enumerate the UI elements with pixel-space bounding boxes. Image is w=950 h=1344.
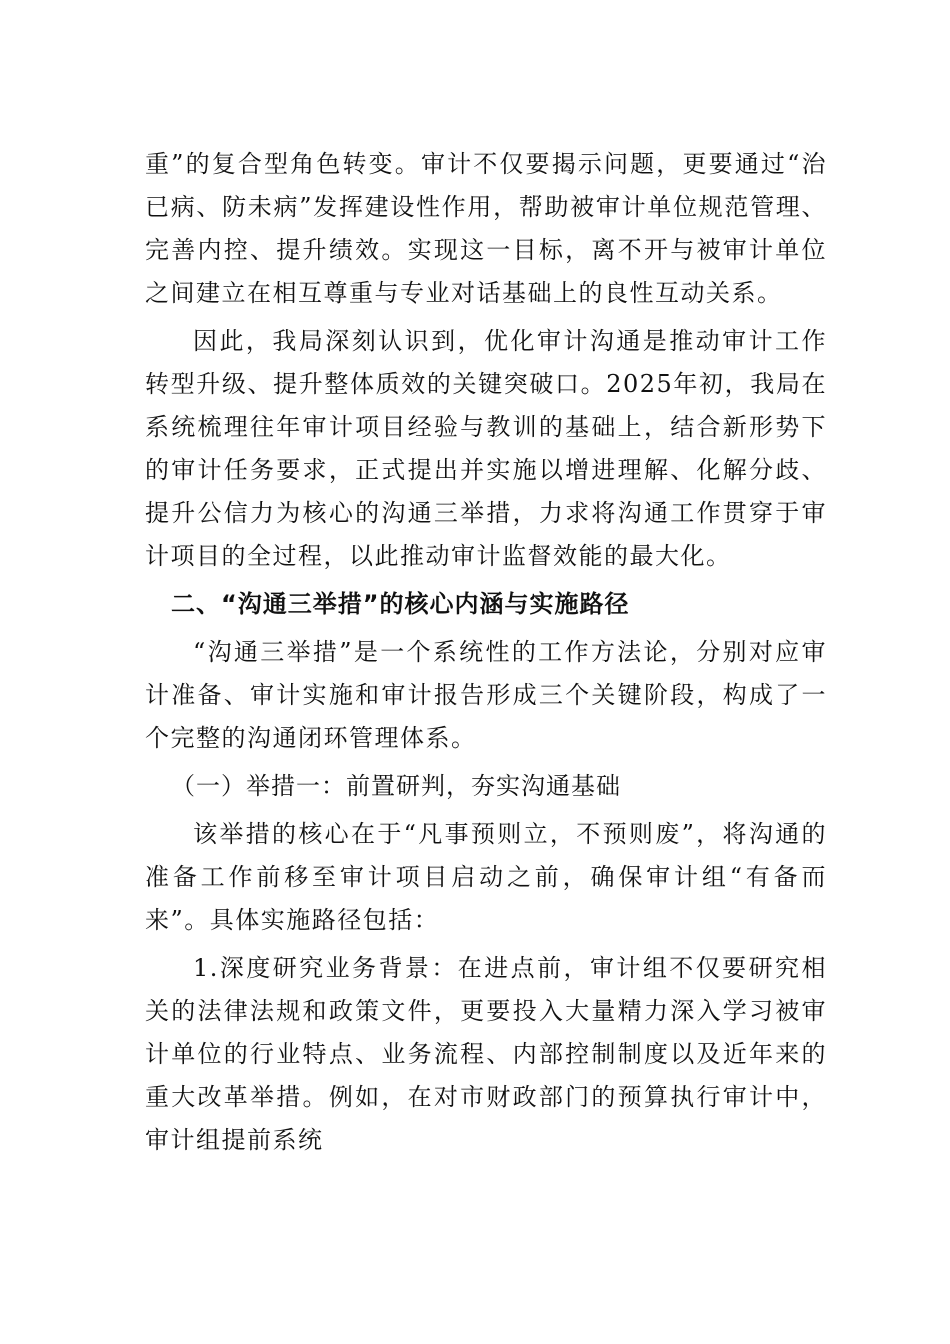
subsection-heading-1: （一）举措一：前置研判，夯实沟通基础 [171,772,621,800]
paragraph-4: 该举措的核心在于“凡事预则立，不预则废”，将沟通的准备工作前移至审计项目启动之前，确保审计组“有备而来”。具体实施路径包括： [145,820,827,934]
document-body [145,143,827,1162]
section-heading-2: 二、“沟通三举措”的核心内涵与实施路径 [171,590,630,618]
paragraph-1: 重”的复合型角色转变。审计不仅要揭示问题，更要通过“治已病、防未病”发挥建设性作用，帮助被审计单位规范管理、完善内控、提升绩效。实现这一目标，离不开与被审计单位之间建立在相互尊重与专业对话基础上的良性互动关系。 [145,150,827,307]
paragraph-2: 因此，我局深刻认识到，优化审计沟通是推动审计工作转型升级、提升整体质效的关键突破口。2025年初，我局在系统梳理往年审计项目经验与教训的基础上，结合新形势下的审计任务要求，正式提出并实施以增进理解、化解分歧、提升公信力为核心的沟通三举措，力求将沟通工作贯穿于审计项目的全过程，以此推动审计监督效能的最大化。 [145,327,827,570]
paragraph-3: “沟通三举措”是一个系统性的工作方法论，分别对应审计准备、审计实施和审计报告形成三个关键阶段，构成了一个完整的沟通闭环管理体系。 [145,638,827,752]
paragraph-5: 1.深度研究业务背景：在进点前，审计组不仅要研究相关的法律法规和政策文件，更要投入大量精力深入学习被审计单位的行业特点、业务流程、内部控制制度以及近年来的重大改革举措。例如，在对市财政部门的预算执行审计中，审计组提前系统 [145,954,827,1154]
